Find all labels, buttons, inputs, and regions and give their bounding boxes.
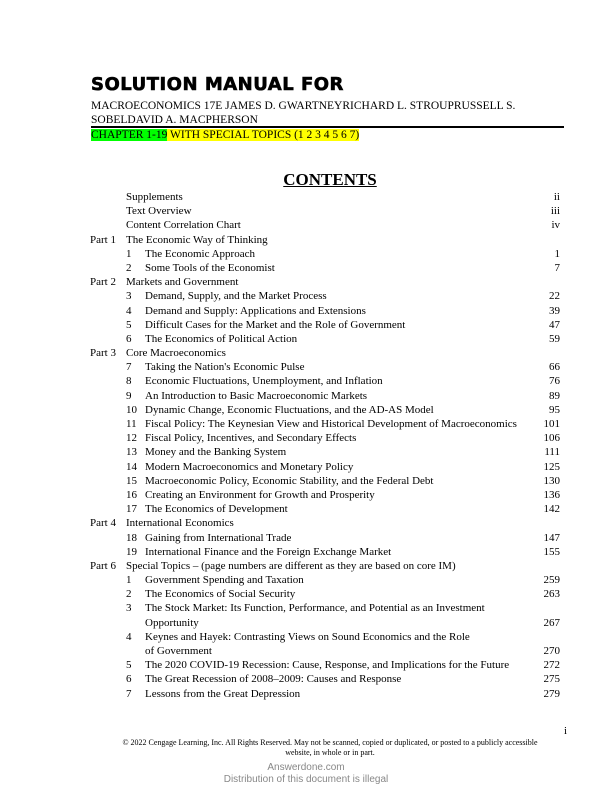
toc-chapter-row	[90, 672, 560, 686]
toc-chapter-title-line: Creating an Environment for Growth and Prosperity	[145, 488, 375, 501]
toc-chapter-title	[145, 374, 530, 388]
toc-chapter-title-line: Demand, Supply, and the Market Process	[145, 290, 327, 303]
toc-page-number: 263	[543, 588, 560, 601]
toc-page-number: 7	[554, 261, 560, 274]
toc-chapter-row	[90, 389, 560, 403]
toc-chapter-number: 3	[126, 290, 132, 303]
toc-chapter-title-line: Government Spending and Taxation	[145, 574, 304, 587]
toc-page-number: 275	[543, 673, 560, 686]
toc-page-number: 59	[549, 332, 560, 345]
toc-front-title: Supplements	[126, 191, 183, 203]
toc-page-number: 89	[549, 389, 560, 402]
toc-part-title: Special Topics – (page numbers are different as they are based on core IM)	[126, 559, 456, 572]
toc-chapter-number: 2	[126, 261, 132, 274]
toc-page-number: 142	[543, 503, 560, 516]
document-title: SOLUTION MANUAL FOR	[91, 74, 344, 95]
toc-part-title: Core Macroeconomics	[126, 347, 226, 360]
toc-chapter-title	[145, 360, 530, 374]
toc-chapter-title	[145, 658, 530, 672]
toc-chapter-row	[90, 474, 560, 488]
toc-chapter-title	[145, 332, 530, 346]
toc-chapter-row	[90, 687, 560, 701]
toc-chapter-title-line: Taking the Nation's Economic Pulse	[145, 361, 305, 374]
toc-chapter-title	[145, 417, 530, 431]
toc-chapter-number: 14	[126, 460, 137, 473]
toc-chapter-row	[90, 445, 560, 459]
toc-chapter-number: 1	[126, 247, 132, 260]
toc-chapter-row	[90, 332, 560, 346]
toc-chapter-row	[90, 417, 560, 431]
toc-chapter-title	[145, 587, 530, 601]
book-title-line-2: SOBELDAVID A. MACPHERSON	[91, 114, 258, 126]
copyright-line-2: website, in whole or in part.	[285, 748, 375, 757]
toc-page-number: 279	[543, 687, 560, 700]
toc-chapter-title-line: Fiscal Policy: The Keynesian View and Historical Development of Macroeconomics	[145, 418, 517, 430]
contents-heading: CONTENTS	[283, 170, 377, 189]
toc-chapter-number: 13	[126, 446, 137, 459]
toc-page-number: 95	[549, 403, 560, 416]
toc-front-title: Content Correlation Chart	[126, 219, 241, 232]
toc-chapter-title	[145, 261, 530, 275]
toc-chapter-title-line: Some Tools of the Economist	[145, 261, 275, 274]
toc-chapter-row	[90, 587, 560, 601]
toc-chapter-title-line: Gaining from International Trade	[145, 531, 292, 544]
toc-part-row	[90, 559, 560, 573]
toc-chapter-number: 15	[126, 474, 137, 487]
toc-page-number: 106	[543, 432, 560, 445]
toc-chapter-title-line: The Economic Approach	[145, 247, 255, 260]
toc-chapter-row	[90, 304, 560, 318]
toc-chapter-title	[145, 545, 530, 559]
toc-chapter-number: 10	[126, 403, 137, 416]
toc-part-label: Part 2	[90, 276, 116, 289]
toc-page-number: 155	[543, 545, 560, 558]
toc-front-row	[90, 190, 560, 204]
toc-chapter-row	[90, 403, 560, 417]
special-topics-highlight: WITH SPECIAL TOPICS (1 2 3 4 5 6 7)	[167, 129, 360, 141]
toc-chapter-row	[90, 374, 560, 388]
toc-chapter-title	[145, 247, 530, 261]
toc-chapter-row	[90, 601, 560, 629]
watermark-site: Answerdone.com	[267, 762, 345, 773]
toc-chapter-title-line: Demand and Supply: Applications and Extensions	[145, 304, 366, 317]
toc-part-label: Part 6	[90, 559, 116, 572]
toc-page-number: iv	[551, 219, 560, 232]
toc-chapter-row	[90, 360, 560, 374]
toc-part-label: Part 4	[90, 517, 116, 530]
toc-chapter-number: 7	[126, 687, 132, 700]
toc-chapter-number: 6	[126, 332, 132, 345]
toc-chapter-title	[145, 289, 530, 303]
toc-chapter-title-line: The 2020 COVID-19 Recession: Cause, Response, and Implications for the Future	[145, 659, 510, 672]
chapter-line	[91, 128, 359, 142]
toc-chapter-title	[145, 403, 530, 417]
toc-chapter-title-line: Money and the Banking System	[145, 446, 287, 459]
toc-chapter-number: 4	[126, 630, 132, 643]
toc-chapter-number: 2	[126, 588, 132, 601]
chapter-range-highlight: CHAPTER 1-19	[91, 129, 168, 141]
toc-chapter-row	[90, 545, 560, 559]
toc-chapter-title-line: International Finance and the Foreign Exchange Market	[145, 545, 392, 558]
toc-part-label: Part 3	[90, 347, 116, 360]
toc-chapter-title	[145, 687, 530, 701]
toc-page-number: 22	[549, 290, 560, 303]
toc-chapter-title	[145, 304, 530, 318]
toc-part-title: International Economics	[126, 517, 234, 530]
toc-chapter-title-line: Economic Fluctuations, Unemployment, and Inflation	[145, 375, 383, 388]
page-number: i	[563, 725, 567, 737]
toc-chapter-number: 16	[126, 488, 137, 501]
toc-chapter-number: 7	[126, 361, 132, 374]
toc-chapter-row	[90, 531, 560, 545]
toc-chapter-title-line: Keynes and Hayek: Contrasting Views on Sound Economics and the Role	[145, 630, 470, 643]
toc-chapter-number: 8	[126, 375, 132, 388]
book-title-line-1: MACROECONOMICS 17E JAMES D. GWARTNEYRICHARD L. STROUPRUSSELL S.	[91, 100, 516, 112]
toc-front-title: Text Overview	[126, 205, 192, 218]
toc-chapter-title-line: The Stock Market: Its Function, Performance, and Potential as an Investment	[145, 602, 485, 615]
toc-part-title: The Economic Way of Thinking	[126, 233, 268, 246]
toc-page-number: 101	[543, 418, 560, 430]
toc-chapter-row	[90, 630, 560, 658]
toc-front-row	[90, 204, 560, 218]
toc-part-row	[90, 233, 560, 247]
toc-chapter-number: 12	[126, 432, 137, 445]
toc-chapter-row	[90, 460, 560, 474]
toc-chapter-number: 19	[126, 545, 137, 558]
toc-chapter-row	[90, 573, 560, 587]
toc-page-number: 125	[543, 460, 560, 473]
toc-page-number: 259	[543, 574, 560, 587]
toc-chapter-row	[90, 247, 560, 261]
copyright-notice	[80, 738, 580, 758]
toc-chapter-title-line: Modern Macroeconomics and Monetary Policy	[145, 460, 354, 473]
toc-page-number: 267	[543, 616, 560, 629]
toc-chapter-row	[90, 658, 560, 672]
toc-page-number: 270	[543, 645, 560, 658]
toc-page-number: 66	[549, 361, 560, 374]
toc-chapter-number: 5	[126, 659, 132, 672]
toc-chapter-number: 11	[126, 418, 137, 430]
toc-chapter-title	[145, 445, 530, 459]
toc-page-number: 272	[543, 659, 560, 672]
toc-chapter-row	[90, 261, 560, 275]
toc-chapter-title	[145, 630, 530, 658]
toc-page-number: 39	[549, 304, 560, 317]
toc-page-number: 47	[549, 318, 560, 331]
toc-chapter-title	[145, 460, 530, 474]
toc-part-label: Part 1	[90, 233, 116, 246]
toc-page-number: 76	[549, 375, 560, 388]
toc-chapter-title-line: Fiscal Policy, Incentives, and Secondary Effects	[145, 432, 357, 445]
toc-page-number: 136	[543, 488, 560, 501]
toc-chapter-row	[90, 502, 560, 516]
copyright-line-1: © 2022 Cengage Learning, Inc. All Rights Reserved. May not be scanned, copied or duplicated, or posted to a publicly accessible	[122, 738, 538, 747]
toc-chapter-title-line: The Economics of Social Security	[145, 588, 296, 601]
toc-chapter-number: 5	[126, 318, 132, 331]
toc-chapter-title	[145, 601, 530, 629]
toc-chapter-row	[90, 289, 560, 303]
toc-chapter-title-line: Lessons from the Great Depression	[145, 687, 301, 700]
toc-chapter-row	[90, 488, 560, 502]
toc-chapter-title	[145, 672, 530, 686]
toc-chapter-title-line: Opportunity	[145, 616, 199, 629]
toc-part-title: Markets and Government	[126, 276, 239, 289]
toc-chapter-row	[90, 318, 560, 332]
toc-front-row	[90, 218, 560, 232]
toc-chapter-title-line: Difficult Cases for the Market and the Role of Government	[145, 318, 406, 331]
toc-part-row	[90, 516, 560, 530]
toc-page-number: 1	[554, 247, 560, 260]
toc-chapter-title	[145, 431, 530, 445]
toc-chapter-title-line: The Great Recession of 2008–2009: Causes and Response	[145, 673, 402, 686]
toc-chapter-number: 3	[126, 602, 132, 615]
toc-chapter-row	[90, 431, 560, 445]
table-of-contents	[90, 190, 560, 701]
toc-chapter-number: 18	[126, 531, 137, 544]
toc-chapter-title	[145, 531, 530, 545]
toc-chapter-number: 17	[126, 503, 137, 516]
toc-page-number: 147	[543, 531, 560, 544]
toc-page-number: ii	[553, 191, 560, 203]
toc-chapter-title-line: The Economics of Political Action	[145, 332, 298, 345]
watermark-notice: Distribution of this document is illegal	[223, 774, 389, 785]
toc-chapter-number: 1	[126, 574, 132, 587]
toc-chapter-title	[145, 502, 530, 516]
toc-chapter-title	[145, 389, 530, 403]
toc-chapter-title-line: An Introduction to Basic Macroeconomic Markets	[145, 389, 368, 402]
toc-page-number: iii	[550, 205, 560, 218]
toc-chapter-title-line: Macroeconomic Policy, Economic Stability, and the Federal Debt	[145, 474, 434, 487]
toc-page-number: 130	[543, 474, 560, 487]
toc-chapter-title	[145, 474, 530, 488]
toc-chapter-title	[145, 318, 530, 332]
toc-chapter-title	[145, 573, 530, 587]
toc-chapter-title-line: The Economics of Development	[145, 503, 288, 516]
toc-chapter-number: 9	[126, 389, 132, 402]
toc-chapter-title-line: Dynamic Change, Economic Fluctuations, and the AD-AS Model	[145, 403, 434, 416]
toc-part-row	[90, 275, 560, 289]
toc-chapter-title	[145, 488, 530, 502]
toc-chapter-title-line: of Government	[145, 645, 212, 658]
toc-chapter-number: 6	[126, 673, 132, 686]
toc-chapter-number: 4	[126, 304, 132, 317]
toc-page-number: 111	[544, 446, 560, 459]
toc-part-row	[90, 346, 560, 360]
